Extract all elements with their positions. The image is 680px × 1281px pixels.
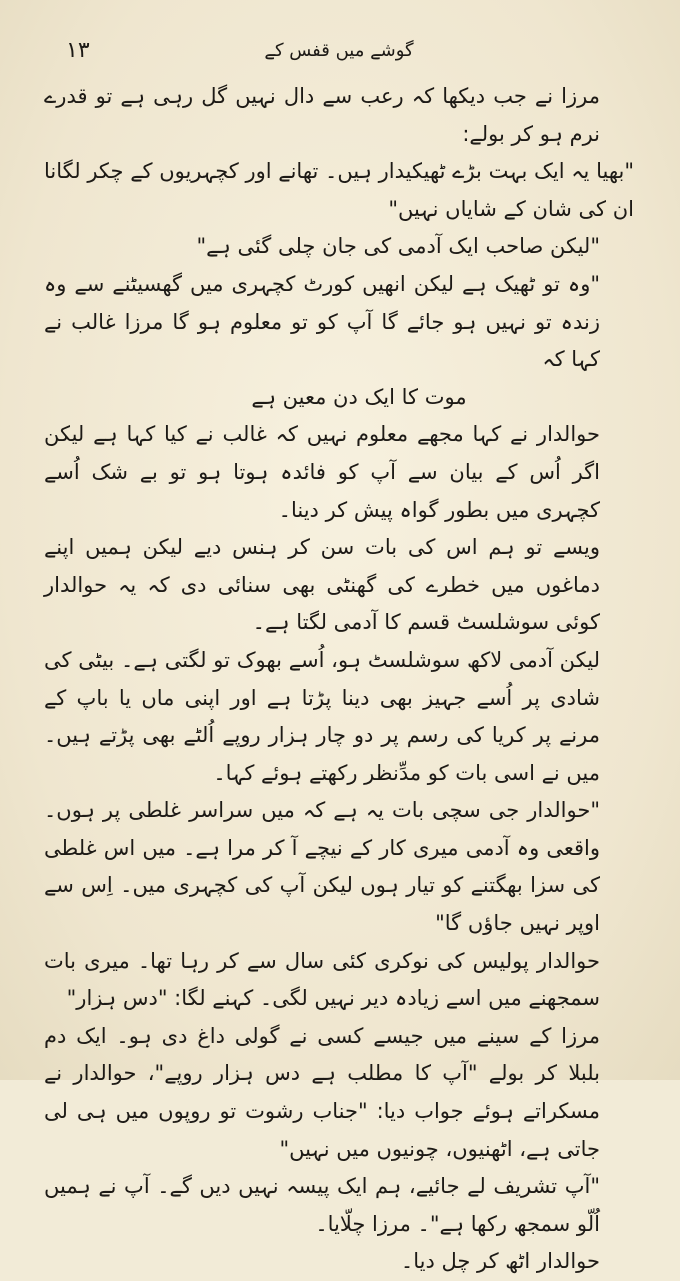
paragraph: حوالدار پولیس کی نوکری کئی سال سے کر رہا تھا۔ میری بات سمجھنے میں اسے زیادہ دیر نہیں لگی۔ کہنے لگا: "دس ہزار" bbox=[44, 948, 600, 1011]
paragraph: ویسے تو ہم اس کی بات سن کر ہنس دیے لیکن ہمیں اپنے دماغوں میں خطرے کی گھنٹی بھی سنائی دی کہ یہ حوالدار کوئی سوشلسٹ قسم کا آدمی لگتا ہے۔ bbox=[44, 535, 600, 635]
paragraph: حوالدار اٹھ کر چل دیا۔ bbox=[400, 1249, 600, 1274]
paragraph: "حوالدار جی سچی بات یہ ہے کہ میں سراسر غلطی پر ہوں۔ واقعی وہ آدمی میری کار کے نیچے آ کر مرا ہے۔ میں اس غلطی کی سزا بھگتنے کو تیار ہوں لیکن آپ کی کچہری میں۔ اِس سے اوپر نہیں جاؤں گا" bbox=[44, 798, 600, 936]
running-title: گوشے میں قفس کے bbox=[264, 40, 414, 61]
paragraph: مرزا کے سینے میں جیسے کسی نے گولی داغ دی ہو۔ ایک دم بلبلا کر بولے "آپ کا مطلب ہے دس ہزار روپے"، حوالدار نے مسکراتے ہوئے جواب دیا: "جناب رشوت تو روپوں میں ہی لی جاتی ہے، اٹھنیوں، چونیوں میں نہیں" bbox=[44, 1023, 600, 1161]
paragraph: "لیکن صاحب ایک آدمی کی جان چلی گئی ہے" bbox=[196, 234, 600, 259]
verse-line: موت کا ایک دن معین ہے bbox=[251, 384, 467, 409]
paragraph: مرزا نے جب دیکھا کہ رعب سے دال نہیں گل رہی ہے تو قدرے نرم ہو کر بولے: bbox=[44, 84, 600, 146]
paragraph: حوالدار نے کہا مجھے معلوم نہیں کہ غالب نے کیا کہا ہے لیکن اگر اُس کے بیان سے آپ کو فائدہ ہوتا ہو تو بے شک اُسے کچہری میں بطور گواہ پیش کر دینا۔ bbox=[44, 422, 600, 522]
paragraph: "آپ تشریف لے جائیے، ہم ایک پیسہ نہیں دیں گے۔ آپ نے ہمیں اُلّو سمجھ رکھا ہے"۔ مرزا چلّایا۔ bbox=[44, 1174, 600, 1236]
page-number: ۱۳ bbox=[66, 38, 90, 63]
paragraph: لیکن آدمی لاکھ سوشلسٹ ہو، اُسے بھوک تو لگتی ہے۔ بیٹی کی شادی پر اُسے جہیز بھی دینا پڑتا ہے اور اپنی ماں یا باپ کے مرنے پر کریا کی رسم پر دو چار ہزار روپے اُلٹے بھی پڑتے ہیں۔ میں نے اسی بات کو مدِّنظر رکھتے ہوئے کہا۔ bbox=[44, 647, 600, 785]
page-body bbox=[44, 78, 634, 1281]
paragraph: "بھیا یہ ایک بہت بڑے ٹھیکیدار ہیں۔ تھانے اور کچہریوں کے چکر لگانا ان کی شان کے شایاں نہیں" bbox=[44, 159, 634, 221]
page-header bbox=[44, 34, 634, 74]
paragraph: "وہ تو ٹھیک ہے لیکن انھیں کورٹ کچہری میں گھسیٹنے سے وہ زندہ تو نہیں ہو جائے گا آپ کو تو معلوم ہو گا مرزا غالب نے کہا کہ bbox=[44, 271, 600, 372]
